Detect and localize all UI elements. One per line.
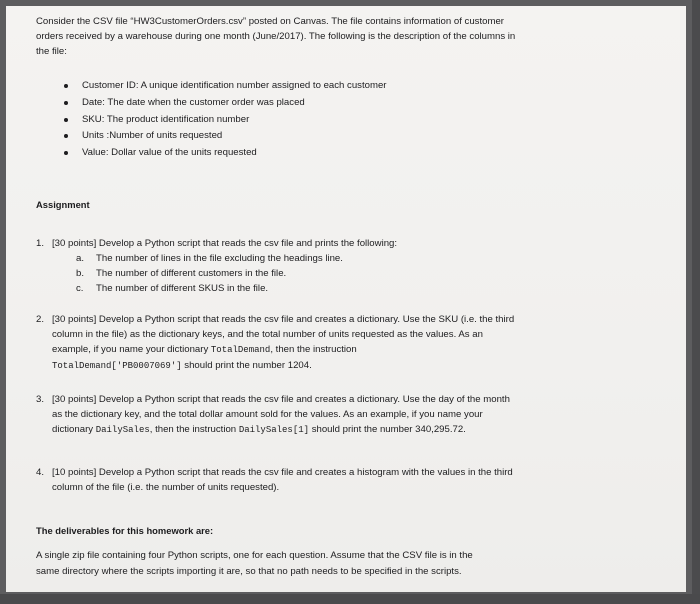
question-line (52, 358, 611, 374)
deliverables-paragraph (36, 548, 611, 580)
code-snippet: DailySales[1] (238, 425, 310, 435)
question-number: 4. (36, 467, 45, 478)
deliverables-line: same directory where the scripts importing it are, so that no path needs to be specified in the scripts. (36, 566, 462, 577)
intro-line: Consider the CSV file “HW3CustomerOrders.csv” posted on Canvas. The file contains information of customer (36, 16, 504, 27)
code-snippet: TotalDemand (210, 345, 271, 355)
question-text: dictionary (52, 424, 96, 435)
column-date: Date: The date when the customer order was placed (64, 95, 387, 112)
question-1 (36, 236, 611, 296)
sub-item-letter: a. (76, 253, 85, 264)
question-number: 2. (36, 314, 45, 325)
question-2 (36, 312, 611, 374)
question-number: 3. (36, 394, 45, 405)
assignment-heading: Assignment (36, 199, 90, 210)
column-units: Units :Number of units requested (64, 128, 387, 145)
question-line: [30 points] Develop a Python script that reads the csv file and creates a dictionary. Use the day of the month (52, 394, 510, 405)
intro-line: orders received by a warehouse during one month (June/2017). The following is the description of the columns in (36, 31, 516, 42)
question-4 (36, 465, 611, 495)
intro-line: the file: (36, 46, 67, 57)
question-line: [10 points] Develop a Python script that reads the csv file and creates a histogram with the values in the third (52, 467, 513, 478)
question-line: column in the file) as the dictionary keys, and the total number of units requested as the values. As an (52, 329, 483, 340)
sub-item-letter: b. (76, 268, 85, 279)
column-sku: SKU: The product identification number (64, 112, 387, 129)
question-line: as the dictionary key, and the total dollar amount sold for the values. As an example, if you name your (52, 409, 483, 420)
column-description-list (64, 78, 387, 162)
sub-item-text: The number of lines in the file excluding the headings line. (96, 253, 343, 264)
sub-item-c (76, 281, 611, 296)
question-text: [30 points] Develop a Python script that reads the csv file and prints the following: (52, 238, 398, 249)
sub-item-a (76, 251, 611, 266)
sub-item-text: The number of different SKUS in the file. (96, 283, 269, 294)
sub-item-letter: c. (76, 283, 84, 294)
document-page (6, 6, 686, 592)
question-3 (36, 392, 611, 438)
sub-item-b (76, 266, 611, 281)
question-text: should print the number 340,295.72. (309, 424, 466, 435)
sub-item-text: The number of different customers in the file. (96, 268, 287, 279)
code-snippet: DailySales (95, 425, 150, 435)
question-text: , then the instruction (270, 344, 357, 355)
question-line (52, 342, 611, 358)
deliverables-heading: The deliverables for this homework are: (36, 525, 214, 536)
question-text: example, if you name your dictionary (52, 344, 211, 355)
column-value: Value: Dollar value of the units requested (64, 145, 387, 162)
code-snippet: TotalDemand['PB0007069'] (52, 361, 182, 371)
question-text: should print the number 1204. (181, 360, 312, 371)
question-number: 1. (36, 238, 45, 249)
sub-item-list (76, 251, 611, 296)
background-edge (0, 594, 700, 604)
deliverables-line: A single zip file containing four Python scripts, one for each question. Assume that the CSV file is in the (36, 550, 473, 561)
question-text: , then the instruction (149, 424, 239, 435)
question-line (52, 422, 611, 438)
question-line: [30 points] Develop a Python script that reads the csv file and creates a dictionary. Use the SKU (i.e. the third (52, 314, 515, 325)
intro-paragraph (36, 14, 606, 59)
background-edge (692, 0, 700, 604)
column-customer-id: Customer ID: A unique identification number assigned to each customer (64, 78, 387, 95)
question-line: column of the file (i.e. the number of units requested). (52, 482, 280, 493)
